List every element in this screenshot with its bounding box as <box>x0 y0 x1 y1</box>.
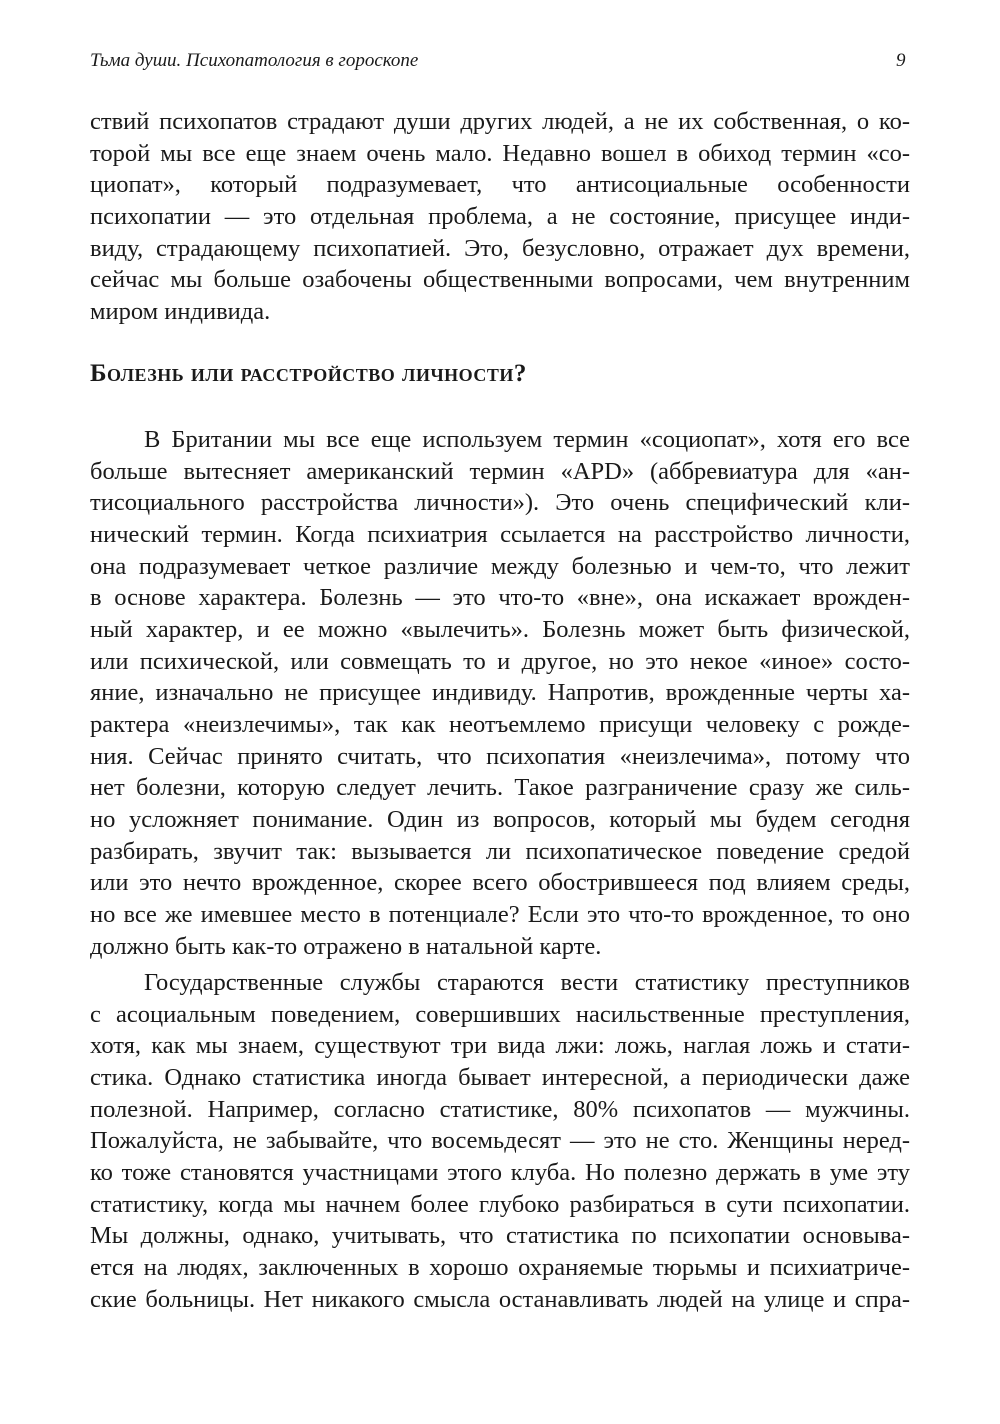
text-line: хотя, как мы знаем, существуют три вида лжи: ложь, наглая ложь и стати- <box>90 1032 910 1060</box>
text-line: полезной. Например, согласно статистике, 80% психопатов — мужчины. <box>90 1095 910 1123</box>
text-line: больше вытесняет американский термин «APD» (аббревиатура для «ан- <box>90 457 910 485</box>
text-line: Государственные службы стараются вести статистику преступников <box>144 969 910 996</box>
text-line: В Британии мы все еще используем термин «социопат», хотя его все <box>144 426 910 453</box>
running-header: Тьма души. Психопатология в гороскопе <box>90 50 419 71</box>
text-line: психопатии — это отдельная проблема, а не состояние, присущее инди- <box>90 202 910 230</box>
text-line: но усложняет понимание. Один из вопросов, который мы будем сегодня <box>90 805 910 833</box>
text-line: или психической, или совмещать то и другое, но это некое «иное» состо- <box>90 647 910 675</box>
text-line: Пожалуйста, не забывайте, что восемьдесят — это не сто. Женщины неред- <box>90 1127 910 1155</box>
text-line: сейчас мы больше озабочены общественными вопросами, чем внутренним <box>90 266 910 294</box>
text-line: ко тоже становятся участницами этого клуба. Но полезно держать в уме эту <box>90 1158 910 1186</box>
section-heading: Болезнь или расстройство личности? <box>90 360 527 387</box>
paragraph-3 <box>90 967 910 1315</box>
text-line: стика. Однако статистика иногда бывает интересной, а периодически даже <box>90 1063 910 1091</box>
text-line: нический термин. Когда психиатрия ссылается на расстройство личности, <box>90 520 910 548</box>
text-line: виду, страдающему психопатией. Это, безусловно, отражает дух времени, <box>90 234 910 262</box>
text-line: ный характер, и ее можно «вылечить». Болезнь может быть физической, <box>90 615 910 643</box>
text-line: но все же имевшее место в потенциале? Если это что-то врожденное, то оно <box>90 900 910 928</box>
text-line: или это нечто врожденное, скорее всего обострившееся под влияем среды, <box>90 869 910 897</box>
text-line: статистику, когда мы начнем более глубоко разбираться в сути психопатии. <box>90 1190 910 1218</box>
text-line: она подразумевает четкое различие между болезнью и чем-то, что лежит <box>90 552 910 580</box>
text-line: Мы должны, однако, учитывать, что статистика по психопатии основыва- <box>90 1222 910 1250</box>
text-line: ские больницы. Нет никакого смысла останавливать людей на улице и спра- <box>90 1285 910 1313</box>
text-line: ствий психопатов страдают души других людей, а не их собственная, о ко- <box>90 108 910 135</box>
text-line: миром индивида. <box>90 297 271 325</box>
text-line: яние, изначально не присущее индивиду. Напротив, врожденные черты ха- <box>90 679 910 707</box>
text-line: ния. Сейчас принято считать, что психопатия «неизлечима», потому что <box>90 742 910 770</box>
text-line: в основе характера. Болезнь — это что-то «вне», она искажает врожден- <box>90 584 910 612</box>
text-line: разбирать, звучит так: вызывается ли психопатическое поведение средой <box>90 837 910 865</box>
text-line: торой мы все еще знаем очень мало. Недавно вошел в обиход термин «со- <box>90 139 910 167</box>
paragraph-1 <box>90 106 910 328</box>
text-line: нет болезни, которую следует лечить. Такое разграничение сразу же силь- <box>90 774 910 802</box>
text-line: с асоциальным поведением, совершивших насильственные преступления, <box>90 1000 910 1028</box>
page-number: 9 <box>896 50 906 71</box>
text-line: должно быть как-то отражено в натальной карте. <box>90 932 602 960</box>
text-line: ется на людях, заключенных в хорошо охраняемые тюрьмы и психиатриче- <box>90 1253 910 1281</box>
text-line: тисоциального расстройства личности»). Это очень специфический кли- <box>90 489 910 517</box>
paragraph-2 <box>90 424 910 962</box>
text-line: циопат», который подразумевает, что антисоциальные особенности <box>90 171 910 199</box>
text-line: рактера «неизлечимы», так как неотъемлемо присущи человеку с рожде- <box>90 710 910 738</box>
